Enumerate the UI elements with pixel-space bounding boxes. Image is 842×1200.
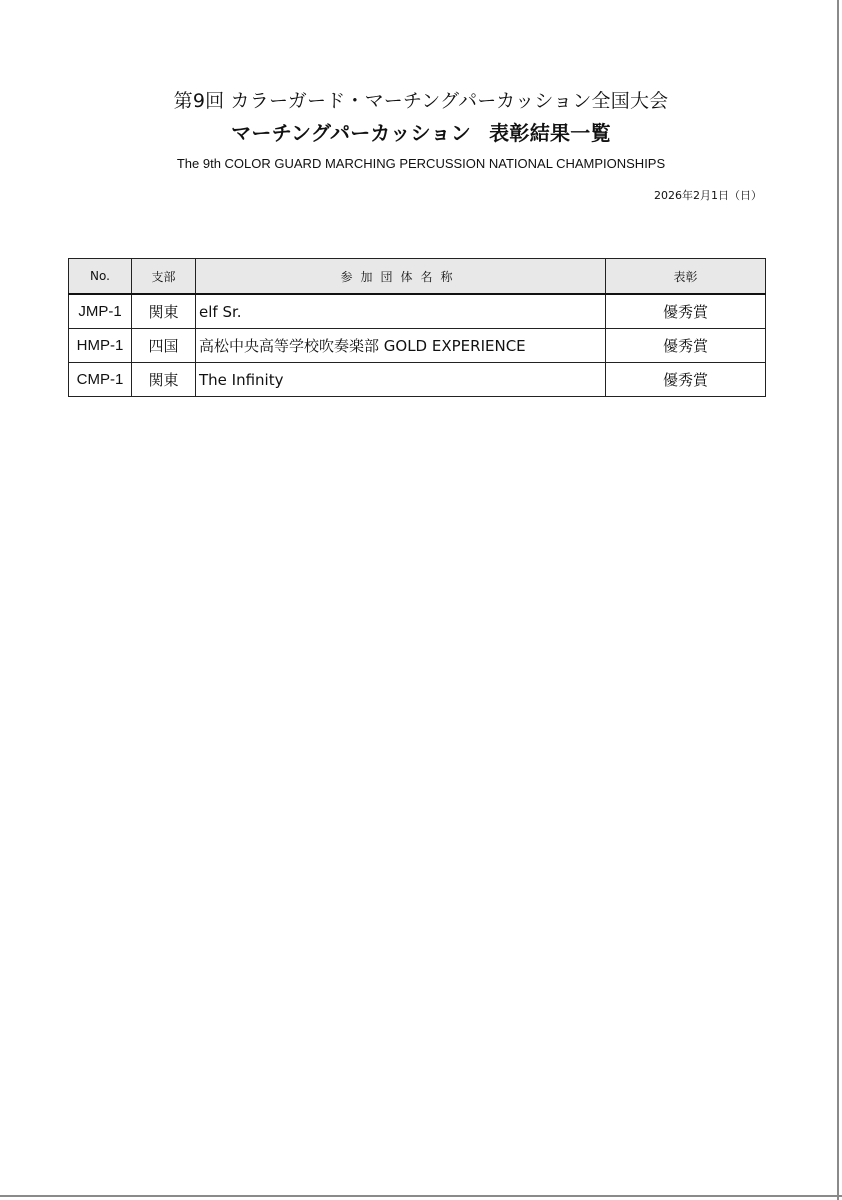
table-row: [69, 363, 766, 397]
header-branch: 支部: [132, 259, 196, 295]
table-row: [69, 294, 766, 329]
table-row: [69, 329, 766, 363]
cell-no: HMP-1: [69, 329, 132, 363]
header-group-name: 参加団体名称: [196, 259, 606, 295]
heading-category: マーチングパーカッション: [231, 121, 472, 145]
cell-award: 優秀賞: [606, 363, 766, 397]
document-date: 2026年2月1日（日）: [654, 189, 762, 202]
table-header-row: [69, 259, 766, 295]
cell-group-name: elf Sr.: [196, 294, 606, 329]
cell-award: 優秀賞: [606, 329, 766, 363]
cell-award: 優秀賞: [606, 294, 766, 329]
cell-branch: 関東: [132, 363, 196, 397]
page-edge-bottom: [0, 1195, 842, 1197]
page-edge-right: [837, 0, 839, 1200]
header-award: 表彰: [606, 259, 766, 295]
cell-group-name: The Infinity: [196, 363, 606, 397]
document-title: 第9回 カラーガード・マーチングパーカッション全国大会: [173, 90, 669, 112]
document-heading: [0, 119, 842, 147]
cell-branch: 関東: [132, 294, 196, 329]
cell-group-name: 高松中央高等学校吹奏楽部 GOLD EXPERIENCE: [196, 329, 606, 363]
results-table: [68, 258, 766, 397]
header-no: No.: [69, 259, 132, 295]
cell-no: JMP-1: [69, 294, 132, 329]
cell-no: CMP-1: [69, 363, 132, 397]
cell-branch: 四国: [132, 329, 196, 363]
heading-results: 表彰結果一覧: [489, 121, 611, 145]
document-subtitle: The 9th COLOR GUARD MARCHING PERCUSSION NATIONAL CHAMPIONSHIPS: [176, 156, 666, 171]
